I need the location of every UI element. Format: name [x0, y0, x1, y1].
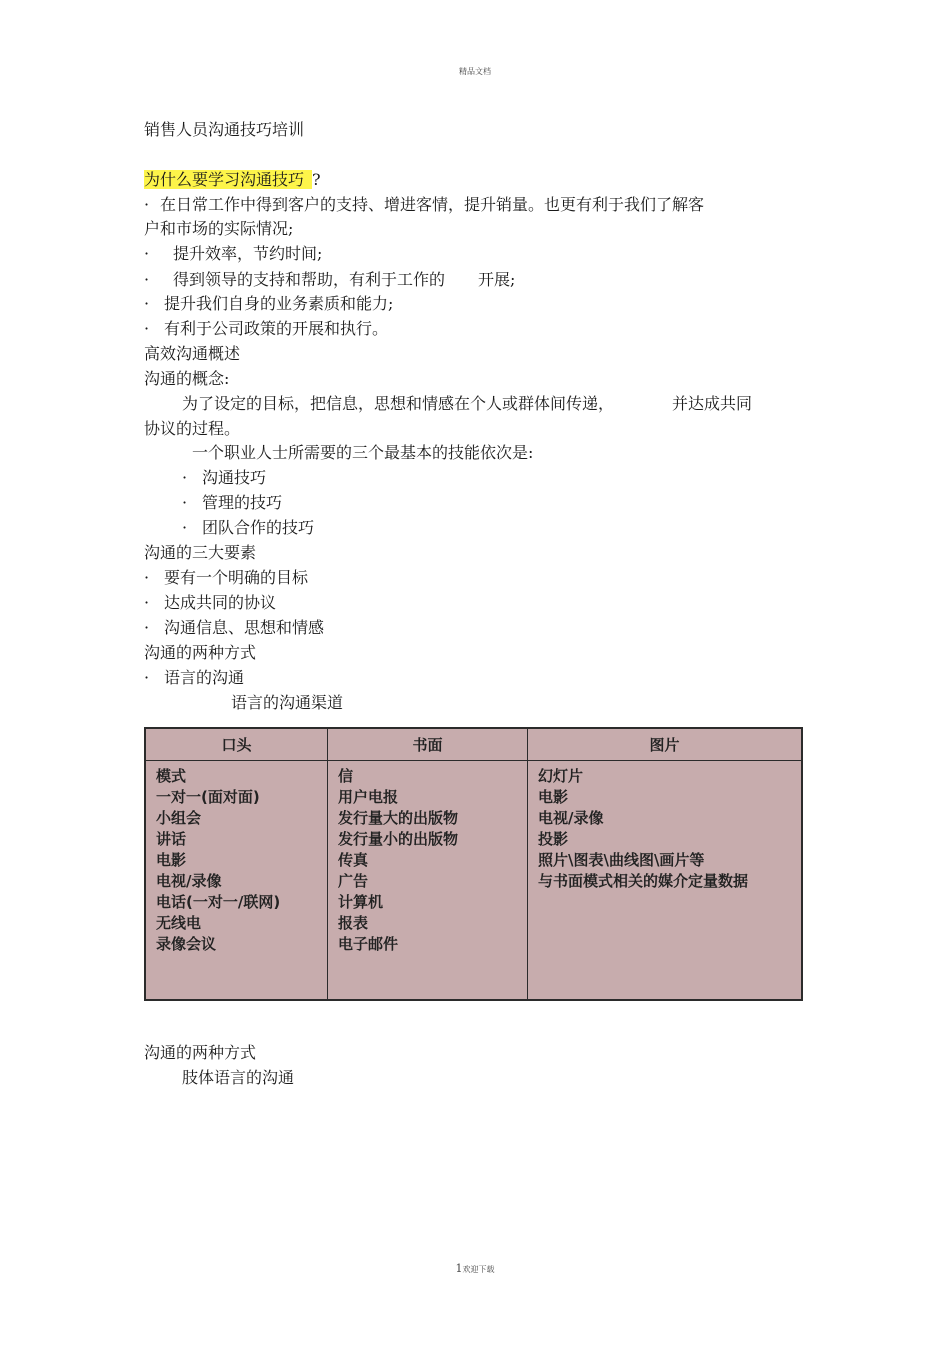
list-item: 幻灯片	[538, 767, 584, 785]
list-item: 用户电报	[338, 788, 399, 806]
page-header: 精品文档	[459, 67, 491, 76]
concept-heading: 沟通的概念:	[144, 369, 230, 388]
page-footer	[0, 1262, 950, 1275]
verbal-item: · 语言的沟通	[144, 668, 245, 687]
list-item: 发行量小的出版物	[338, 830, 459, 848]
skill-item: · 管理的技巧	[182, 493, 283, 512]
why-item-2: · 提升效率，节约时间;	[144, 244, 323, 263]
list-item: 讲话	[156, 830, 187, 848]
list-item: 投影	[538, 830, 569, 848]
why-heading	[144, 170, 321, 190]
list-item: 电视/录像	[156, 872, 222, 890]
list-item: 电话(一对一/联网)	[156, 893, 281, 911]
list-item: 模式	[156, 767, 187, 785]
element-item: · 达成共同的协议	[144, 593, 277, 612]
list-item: 照片\图表\曲线图\画片等	[538, 851, 705, 869]
list-item: 与书面模式相关的媒介定量数据	[538, 872, 749, 890]
list-item: 小组会	[156, 809, 202, 827]
question-mark: ?	[312, 170, 321, 189]
list-item: 电影	[156, 851, 187, 869]
list-item: 电影	[538, 788, 569, 806]
element-item: · 要有一个明确的目标	[144, 568, 309, 587]
why-item-5: · 有利于公司政策的开展和执行。	[144, 319, 389, 338]
list-item: 计算机	[338, 893, 384, 911]
col-header-oral: 口头	[145, 728, 328, 761]
footer-text: 欢迎下载	[462, 1265, 495, 1274]
table-row	[145, 761, 802, 1001]
col-header-written: 书面	[328, 728, 528, 761]
skills-intro: 一个职业人士所需要的三个最基本的技能依次是:	[192, 443, 534, 462]
list-item: 录像会议	[156, 935, 217, 953]
channels-caption: 语言的沟通渠道	[231, 693, 344, 712]
why-item-1-cont: 户和市场的实际情况;	[144, 219, 294, 238]
body-language-item: 肢体语言的沟通	[182, 1068, 295, 1087]
list-item: 无线电	[156, 914, 202, 932]
ways-heading-2: 沟通的两种方式	[144, 1043, 257, 1062]
overview-heading: 高效沟通概述	[144, 344, 241, 363]
highlighted-question: 为什么要学习沟通技巧	[144, 170, 312, 189]
table-header-row	[145, 728, 802, 761]
skill-item: · 团队合作的技巧	[182, 518, 315, 537]
why-item-1: · 在日常工作中得到客户的支持、增进客情，提升销量。也更有利于我们了解客	[144, 195, 705, 214]
why-item-4: · 提升我们自身的业务素质和能力;	[144, 294, 394, 313]
why-item-3: · 得到领导的支持和帮助，有利于工作的 开展;	[144, 270, 516, 289]
list-item: 传真	[338, 851, 369, 869]
channels-table	[144, 727, 803, 1001]
list-item: 一对一(面对面)	[156, 788, 260, 806]
written-cell	[328, 761, 528, 1001]
skill-item: · 沟通技巧	[182, 468, 267, 487]
doc-title: 销售人员沟通技巧培训	[144, 120, 305, 139]
page-number: 1	[455, 1262, 463, 1275]
ways-heading: 沟通的两种方式	[144, 643, 257, 662]
list-item: 发行量大的出版物	[338, 809, 459, 827]
oral-cell	[145, 761, 328, 1001]
list-item: 信	[338, 767, 354, 785]
element-item: · 沟通信息、思想和情感	[144, 618, 325, 637]
list-item: 电视/录像	[538, 809, 604, 827]
picture-cell	[528, 761, 803, 1001]
concept-text-cont: 协议的过程。	[144, 419, 241, 438]
list-item: 广告	[338, 872, 369, 890]
list-item: 报表	[338, 914, 369, 932]
elements-heading: 沟通的三大要素	[144, 543, 257, 562]
list-item: 电子邮件	[338, 935, 399, 953]
col-header-picture: 图片	[528, 728, 803, 761]
concept-text: 为了设定的目标，把信息，思想和情感在个人或群体间传递， 并达成共同	[182, 394, 753, 413]
